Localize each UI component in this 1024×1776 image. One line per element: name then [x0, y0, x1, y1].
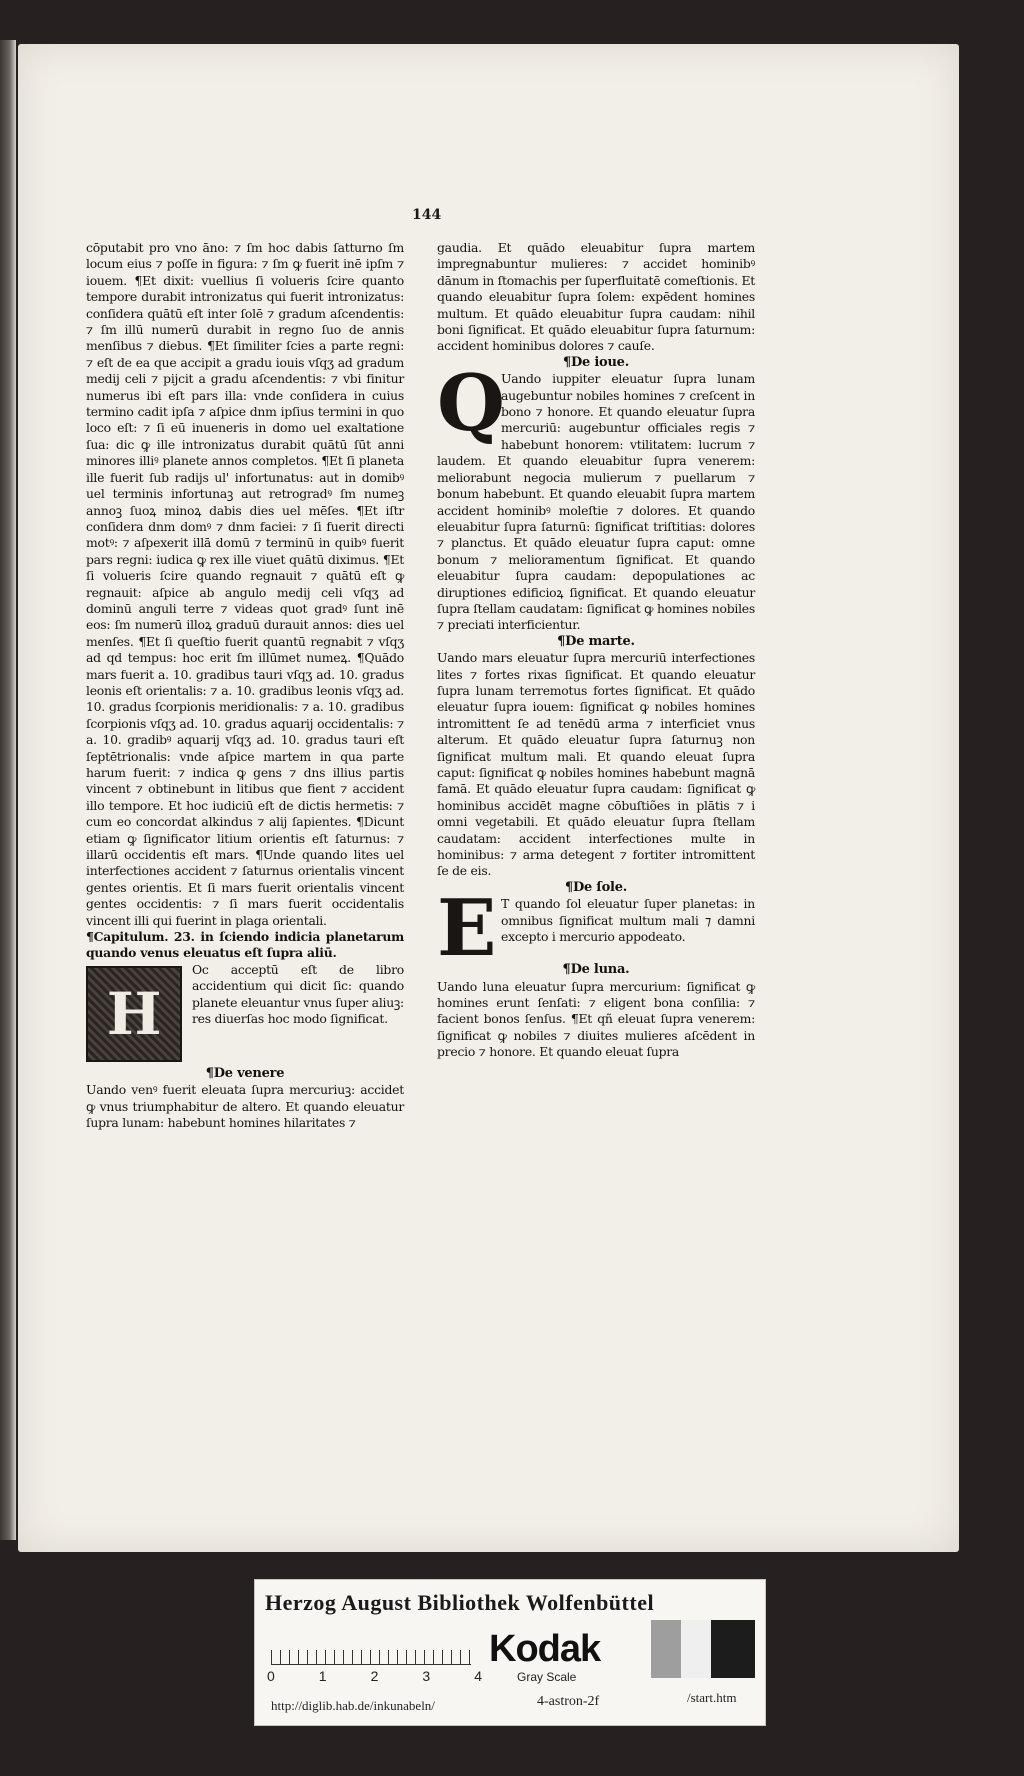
shelfmark: 4-astron-2f: [537, 1694, 600, 1709]
initial-e: E: [437, 883, 497, 975]
gray-patch-light: [681, 1620, 711, 1678]
luna-text: Uando luna eleuatur ſupra mercurium: ſignificat ꝙ homines erunt ſenſati: ⁊ eligent bona conſilia: ⁊ facient bonos ſenſus. ¶Et qñ eleuat ſupra venerem: ſignificat ꝙ nobiles ⁊ diuites mulieres aſcēdent in precio ⁊ honore. Et quando eleuat ſupra: [437, 978, 755, 1060]
heading-ione: ¶De ioue.: [563, 354, 629, 370]
right-column: [437, 240, 755, 1061]
ruler-numbers: [267, 1668, 482, 1684]
left-column: [86, 240, 404, 1132]
ornamental-initial-h: H: [86, 966, 182, 1062]
chapter-block: [86, 962, 404, 1066]
right-intro-text: gaudia. Et quādo eleuabitur ſupra martem impregnabuntur mulieres: ⁊ accidet hominibꝰ dānum in ſtomachis per ſuperfluitatē comeſtionis. Et quando eleuabitur ſupra ſolem: expēdent homines multum. Et quādo eleuabitur ſupra caudam: nihil boni ſignificat. Et quādo eleuabitur ſupra ſaturnum: accident hominibus dolores ⁊ cauſe.: [437, 240, 755, 354]
left-column-text: cōputabit pro vno āno: ⁊ ſm hoc dabis ſatturno ſm locum eius ⁊ poſſe in figura: ⁊ ſm ꝙ fuerit inē ipſm ⁊ iouem. ¶Et dixit: vuellius ſi volueris ſcire quanto tempore durabit intronizatus qui fuerit intronizatus: conſidera quātū eſt inter ſolē ⁊ gradum aſcendentis: ⁊ ſm illū numerū durabit in regno ſuo de annis menſibus ⁊ diebus. ¶Et ſimiliter ſcies a parte regni: ⁊ eſt de ea que accipit a gradu iouis vſqʒ ad gradum medij celi ⁊ pijcit a gradu aſcendentis: ⁊ vbi finitur numerus ibi eſt pars illa: vnde conſidera in cuius termino cadit ipſa ⁊ aſpice dnm ipſius termini in quo loco eſt: ⁊ ſi eū inueneris in domo uel exaltatione ſua: dic ꝙ ille intronizatus durabit quātū ſūt anni minores illiꝰ planete annos completos. ¶Et ſi planeta ille fuerit ſub radijs ul' infortunatus: aut in domibꝰ uel terminis infortunaꝫ aut retrogradꝰ ſm numeꝫ annoꝫ ſuoꝝ minoꝝ dabis dies uel mēſes. ¶Et iſtr conſidera dnm domꝰ ⁊ dnm faciei: ⁊ ſi fuerit directi motꝰ: ⁊ aſpexerit illā domū ⁊ terminū in quibꝰ fuerit pars regni: iudica ꝙ rex ille viuet quātū diximus. ¶Et ſi volueris ſcire quando regnauit ⁊ quātū eſt ꝙ regnauit: aſpice ab angulo medij celi vſqʒ ad dominū anguli terre ⁊ videas quot gradꝰ ſunt inē eos: ſm numerū illoꝝ graduū durauit annos: dies uel menſes. ¶Et ſi queſtio fuerit quantū regnabit ⁊ vſqʒ ad qd tempus: hoc erit ſm illūmet numeꝝ. ¶Quādo mars fuerit a. 10. gradibus tauri vſqʒ ad. 10. gradus leonis eſt orientalis: ⁊ a. 10. gradibus leonis vſqʒ ad. 10. gradus ſcorpionis meridionalis: ⁊ a. 10. gradibus ſcorpionis vſqʒ ad. 10. gradus aquarij occidentalis: ⁊ a. 10. gradibꝰ aquarij vſqʒ ad. 10. gradus tauri eſt ſeptētrionalis: vnde aſpice martem in qua parte harum fuerit: ⁊ indica ꝙ gens ⁊ dns illius partis vincent ⁊ obtinebunt in litibus que fient ⁊ accident illo tempore. Et hoc iudiciū eſt de dictis hermetis: ⁊ cum eo concordat alkindus ⁊ alij ſapientes. ¶Dicunt etiam ꝙ ſignificator litium orientis eſt ſaturnus: ⁊ illarū occidentis eſt mars. ¶Unde quando lites uel interfectiones accident ⁊ ſaturnus orientalis vincent gentes orientis. Et ſi mars fuerit orientalis vincent gentes occidentis: ⁊ ſi mars fuerit occidentalis vincent illi qui fuerint in plaga orientali.: [86, 240, 404, 928]
ruler-number: 1: [318, 1668, 327, 1684]
ruler-scale: [271, 1636, 471, 1665]
library-title: Herzog August Bibliothek Wolfenbüttel: [265, 1590, 655, 1615]
ruler-number: 2: [370, 1668, 379, 1684]
gray-patch-dark: [711, 1620, 755, 1678]
heading-luna: ¶De luna.: [562, 962, 630, 978]
venere-text: Uando venꝰ fuerit eleuata ſupra mercuriuꝫ: accidet ꝙ vnus triumphabitur de altero. Et quando eleuatur ſupra lunam: habebunt homines hilaritates ⁊: [86, 1082, 404, 1131]
chapter-heading: ¶Capitulum. 23. in ſciendo indicia planetarum quando venus eleuatus eſt ſupra aliū.: [86, 929, 404, 961]
heading-sole: ¶De ſole.: [564, 879, 628, 895]
sole-text: T quando ſol eleuatur ſuper planetas: in omnibus ſignificat multum mali ⁊ damni excepto i mercurio appodeato.: [501, 896, 755, 945]
start-path: /start.htm: [687, 1690, 737, 1705]
color-target-card: [254, 1579, 766, 1726]
ruler-number: 3: [422, 1668, 431, 1684]
gray-scale-label: Gray Scale: [517, 1670, 577, 1684]
initial-q: Q: [437, 358, 505, 450]
heading-venere: ¶De venere: [205, 1065, 285, 1081]
marte-text: Uando mars eleuatur ſupra mercuriū interfectiones lites ⁊ fortes rixas ſignificat. Et quando eleuatur ſupra lunam terremotus fortes ſignificat. Et quādo eleuatur ſupra iouem: ſignificat ꝙ nobiles homines intromittent ſe ad tenēdū arma ⁊ interficiet vnus alterum. Et quādo eleuatur ſupra ſaturnuꝫ non ſignificat multum mali. Et quando eleuat ſupra caput: ſignificat ꝙ nobiles homines habebunt magnā famā. Et quādo eleuatur ſupra caudam: ſignificat ꝙ hominibus accidēt magne cōbuſtiões in plātis ⁊ i omni vegetabili. Et quādo eleuatur ſupra ſtellam caudatam: accident interfectiones multe in hominibus: ⁊ arma detegent ⁊ fortiter intromittent ſe de eis.: [437, 650, 755, 879]
ione-text: Uando iuppiter eleuatur ſupra lunam augebuntur nobiles homines ⁊ creſcent in bono ⁊ honore. Et quando eleuatur ſupra mercuriū: augebuntur officiales regis ⁊ habebunt honorem: vtilitatem: lucrum ⁊ laudem. Et quando eleuabitur ſupra venerem: meliorabunt negocia mulierum ⁊ puellarum ⁊ bonum habebunt. Et quando eleuabit ſupra martem accident hominibꝰ moleſtie ⁊ dolores. Et quando eleuabitur ſupra ſaturnū: ſignificat triſtitias: dolores ⁊ planctus. Et quādo eleuatur ſupra caput: omne bonum ⁊ melioramentum ſignificat. Et quando eleuabitur ſupra caudam: depopulationes ac diruptiones edificioꝝ ſignificat. Et quando eleuatur ſupra ſtellam caudatam: ſignificat ꝙ homines nobiles ⁊ preciati interficientur.: [437, 371, 755, 633]
page-edge: [0, 40, 16, 1540]
library-url: http://diglib.hab.de/inkunabeln/: [271, 1698, 435, 1713]
book-page: [18, 44, 959, 1552]
folio-number: 144: [412, 207, 442, 223]
kodak-logo: Kodak: [489, 1628, 601, 1670]
chapter-text: Oc acceptū eſt de libro accidentium qui dicit ſic: quando planete eleuantur vnus ſuper aliuꝫ: res diuerſas hoc modo ſignificat.: [192, 961, 404, 1027]
ruler-number: 4: [474, 1668, 482, 1684]
heading-marte: ¶De marte.: [557, 633, 635, 649]
gray-patch-mid: [651, 1620, 681, 1678]
ruler-number: 0: [267, 1668, 275, 1684]
